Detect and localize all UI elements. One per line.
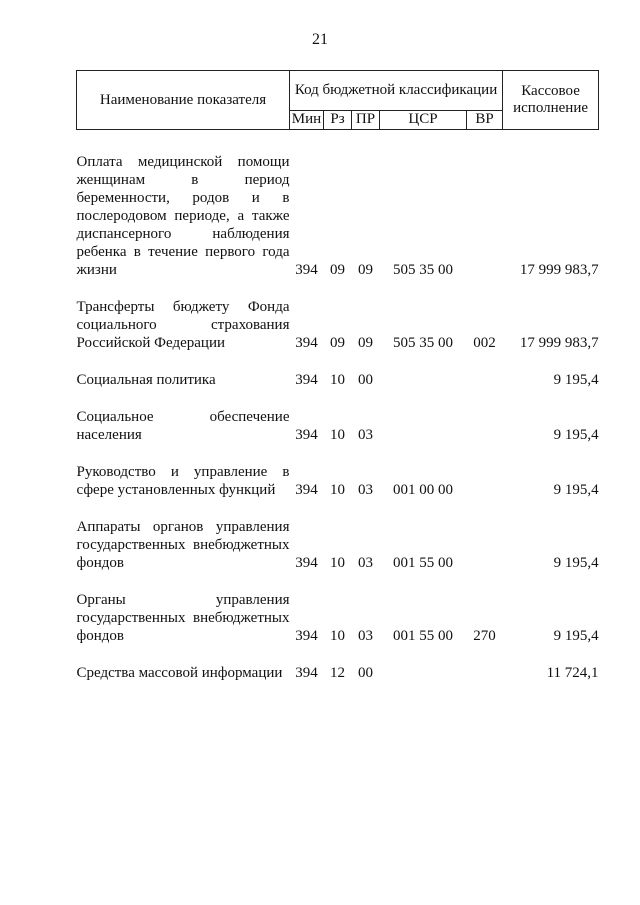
table-header (77, 71, 599, 130)
cash-execution-amount: 11 724,1 (546, 665, 599, 681)
code-rz: 10 (330, 555, 345, 571)
table-row (77, 591, 599, 645)
table-row (77, 664, 599, 682)
code-csr: 505 35 00 (393, 262, 453, 278)
code-pr: 09 (358, 335, 373, 351)
header-csr: ЦСР (380, 110, 467, 129)
cash-execution-amount: 9 195,4 (553, 372, 599, 388)
indicator-name: Средства массовой информации (76, 665, 283, 681)
code-min: 394 (295, 482, 318, 498)
code-vr (467, 518, 503, 572)
code-csr: 001 55 00 (393, 555, 453, 571)
cash-execution-amount: 9 195,4 (553, 555, 599, 571)
code-csr: 001 55 00 (393, 628, 453, 644)
code-pr: 03 (358, 555, 373, 571)
indicator-name: Трансферты бюджету Фонда социального страхования Российской Федерации (76, 299, 290, 351)
code-rz: 10 (330, 482, 345, 498)
code-min: 394 (295, 335, 318, 351)
table-row (77, 408, 599, 444)
code-csr (380, 371, 467, 389)
cash-execution-amount: 9 195,4 (553, 427, 599, 443)
header-cash-execution: Кассовое исполнение (503, 71, 599, 130)
code-vr (467, 371, 503, 389)
code-pr: 00 (358, 665, 373, 681)
code-csr (380, 664, 467, 682)
code-rz: 09 (330, 262, 345, 278)
code-pr: 03 (358, 628, 373, 644)
code-min: 394 (295, 427, 318, 443)
cash-execution-amount: 9 195,4 (553, 482, 599, 498)
code-pr: 03 (358, 427, 373, 443)
table-row (77, 371, 599, 389)
code-min: 394 (295, 665, 318, 681)
code-rz: 10 (330, 427, 345, 443)
code-rz: 10 (330, 628, 345, 644)
code-vr (467, 664, 503, 682)
code-min: 394 (295, 262, 318, 278)
table-body (77, 130, 599, 683)
table-row (77, 298, 599, 352)
code-vr (467, 463, 503, 499)
code-pr: 03 (358, 482, 373, 498)
header-rz: Рз (324, 110, 352, 129)
code-rz: 09 (330, 335, 345, 351)
code-pr: 00 (358, 372, 373, 388)
table-row (77, 153, 599, 279)
header-pr: ПР (352, 110, 380, 129)
code-csr: 505 35 00 (393, 335, 453, 351)
code-rz: 10 (330, 372, 345, 388)
code-min: 394 (295, 555, 318, 571)
indicator-name: Социальное обеспечение населения (76, 409, 290, 443)
code-vr: 270 (473, 628, 496, 644)
budget-execution-table (76, 70, 599, 682)
header-min: Мин (290, 110, 324, 129)
indicator-name: Руководство и управление в сфере установленных функций (76, 464, 290, 498)
indicator-name: Оплата медицинской помощи женщинам в период беременности, родов и в послеродовом периоде, а также диспансерного наблюдения ребенка в течение первого года жизни (76, 154, 290, 278)
indicator-name: Социальная политика (76, 372, 216, 388)
table-row (77, 463, 599, 499)
code-vr (467, 408, 503, 444)
code-vr (467, 153, 503, 279)
table-row (77, 518, 599, 572)
code-csr (380, 408, 467, 444)
indicator-name: Аппараты органов управления государственных внебюджетных фондов (76, 519, 290, 571)
code-min: 394 (295, 628, 318, 644)
page-number: 21 (312, 31, 328, 48)
header-budget-classification-code: Код бюджетной классификации (290, 71, 503, 111)
cash-execution-amount: 17 999 983,7 (519, 262, 599, 278)
header-indicator-name: Наименование показателя (77, 71, 290, 130)
cash-execution-amount: 17 999 983,7 (519, 335, 599, 351)
code-vr: 002 (473, 335, 496, 351)
indicator-name: Органы управления государственных внебюджетных фондов (76, 592, 290, 644)
code-pr: 09 (358, 262, 373, 278)
header-vr: ВР (467, 110, 503, 129)
code-rz: 12 (330, 665, 345, 681)
cash-execution-amount: 9 195,4 (553, 628, 599, 644)
code-csr: 001 00 00 (393, 482, 453, 498)
code-min: 394 (295, 372, 318, 388)
